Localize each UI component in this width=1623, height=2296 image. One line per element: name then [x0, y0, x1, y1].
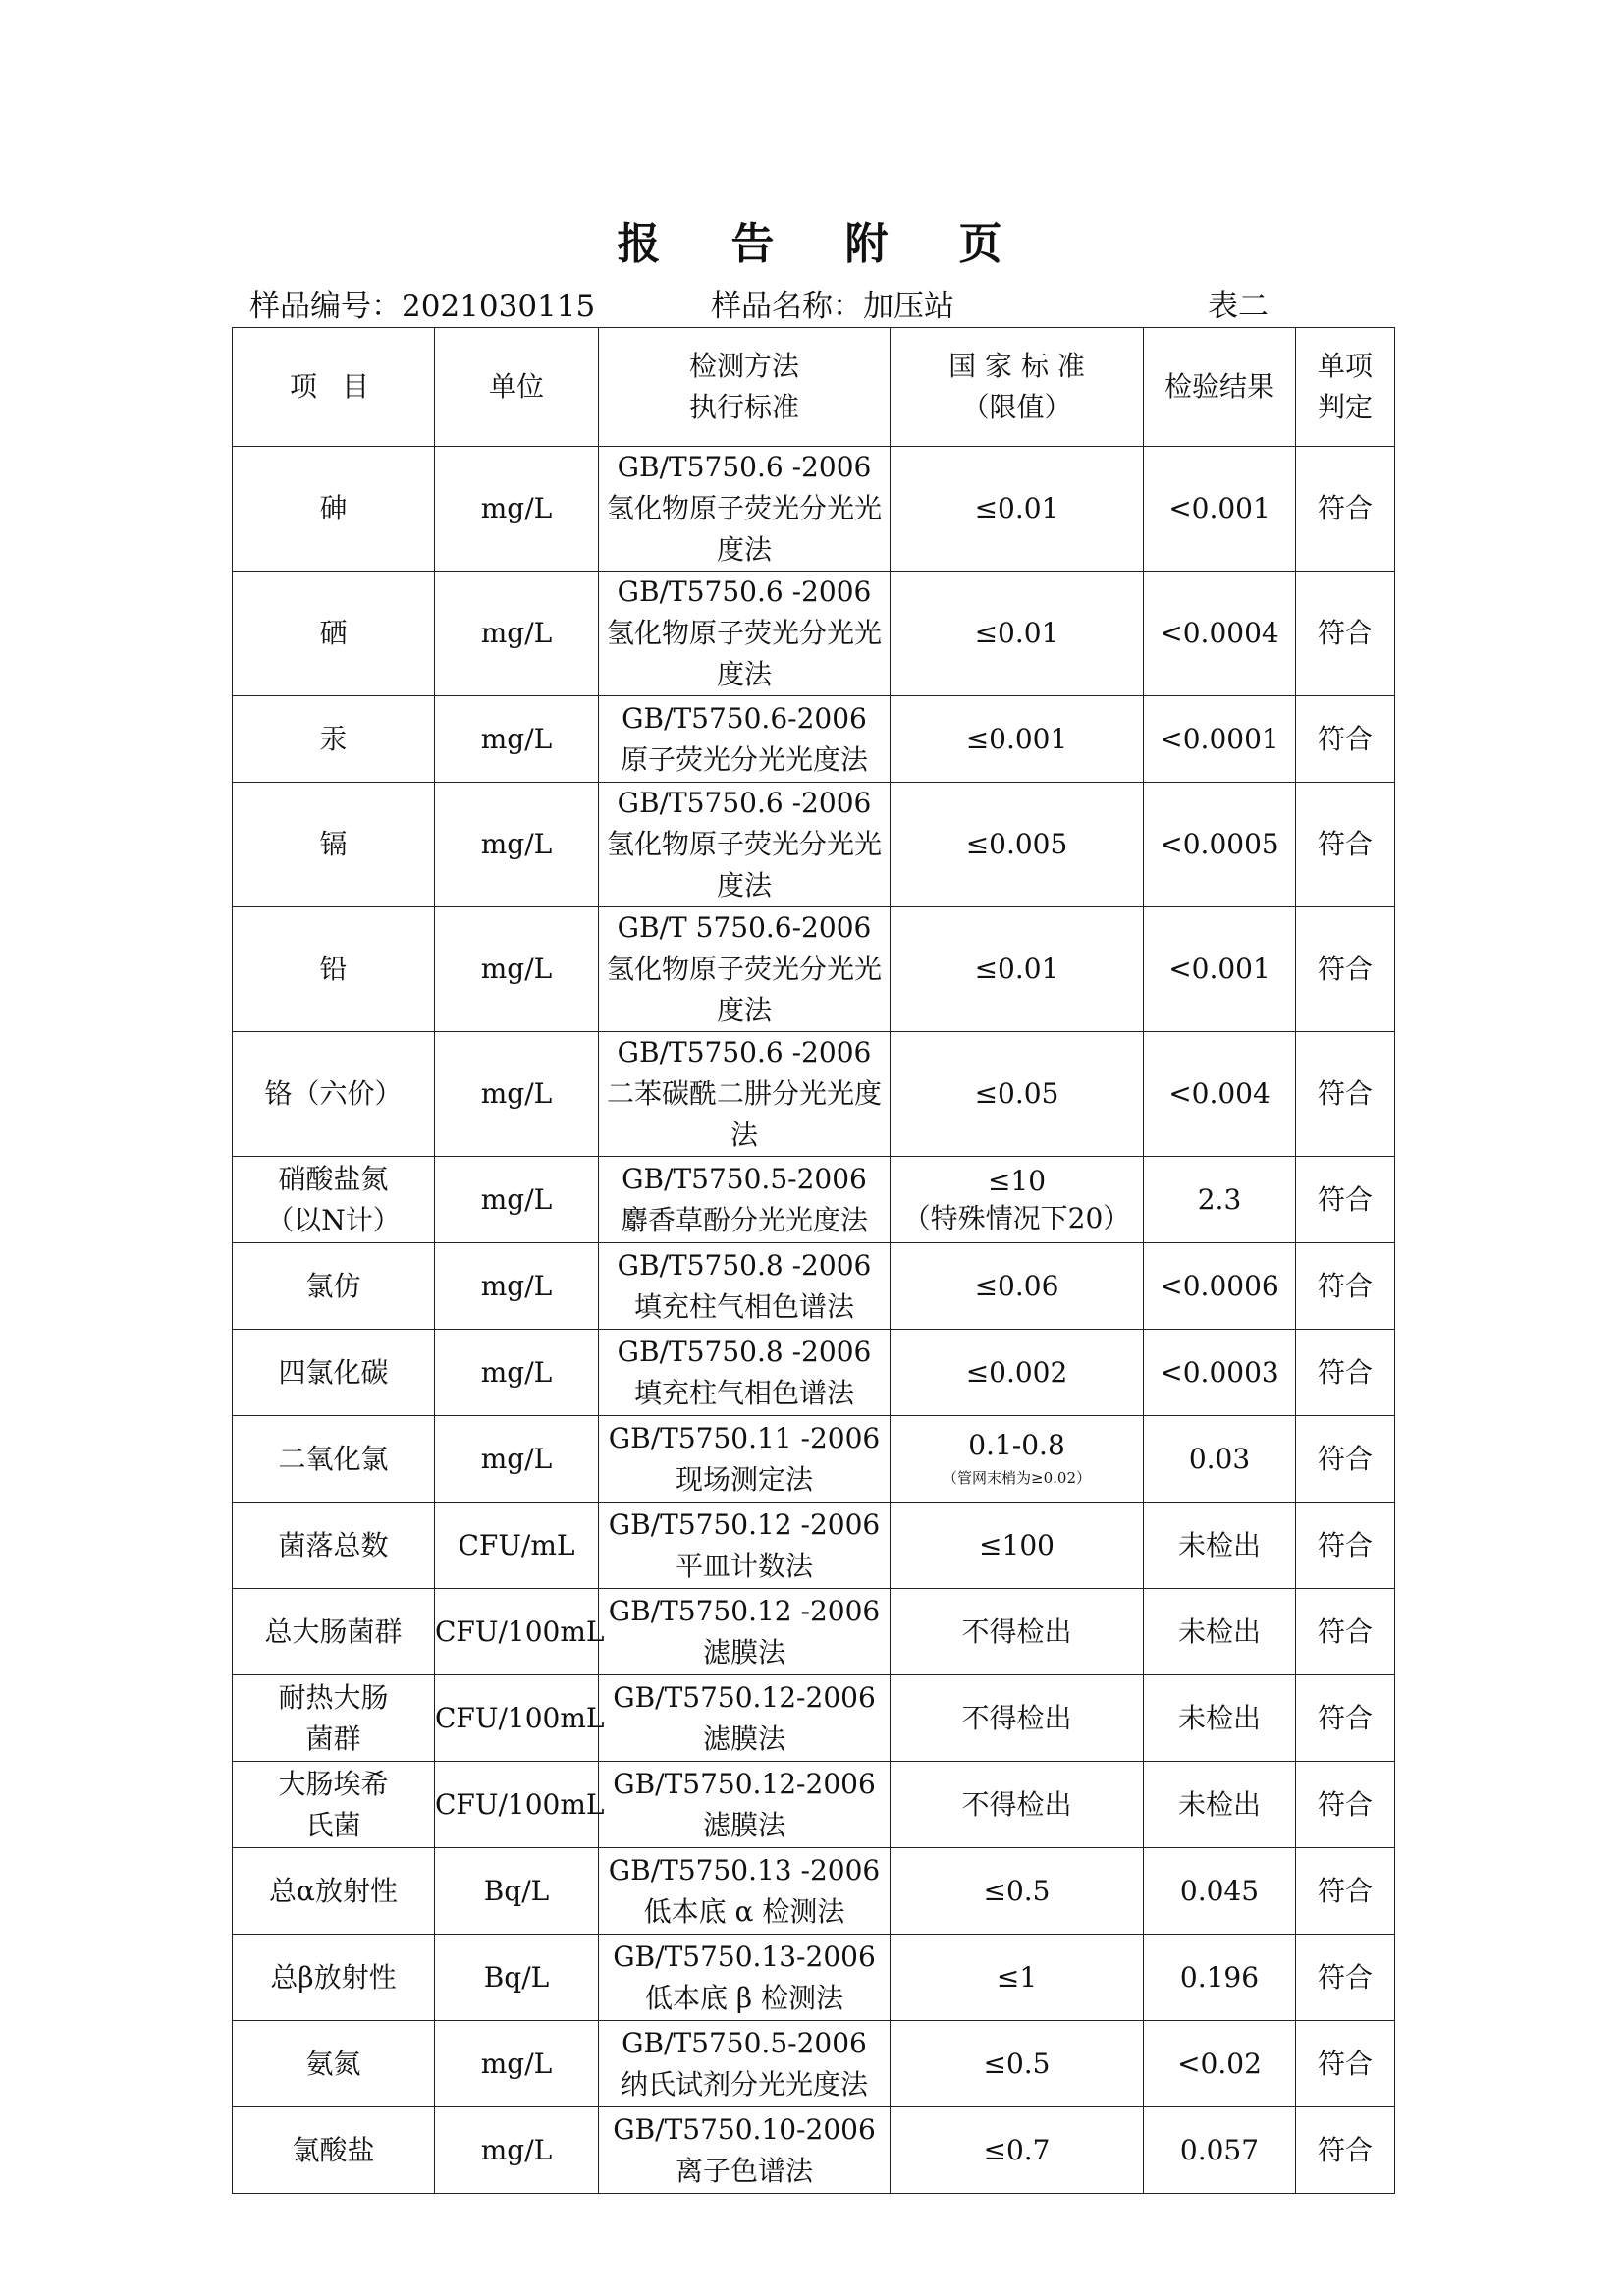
limit-value: 不得检出: [961, 1787, 1072, 1821]
judgement: 符合: [1317, 1528, 1373, 1561]
item-unit: Bq/L: [483, 1960, 550, 1994]
cell-unit: [435, 2107, 599, 2194]
item-name: 四氯化碳: [278, 1355, 389, 1389]
header-method: 检测方法 执行标准: [599, 328, 891, 447]
cell-method: [599, 1157, 891, 1243]
item-name: 汞: [319, 722, 348, 755]
method-name: 平皿计数法: [675, 1549, 813, 1582]
limit-note: （特殊情况下20）: [902, 1201, 1131, 1234]
cell-limit: [891, 1032, 1144, 1157]
item-unit: mg/L: [480, 617, 553, 649]
item-unit: mg/L: [480, 1442, 553, 1475]
cell-item: [233, 1330, 435, 1416]
sample-number: 样品编号：2021030115: [249, 289, 596, 324]
cell-judgement: [1296, 907, 1395, 1032]
cell-limit: [891, 783, 1144, 907]
item-unit: mg/L: [480, 2133, 553, 2166]
header-row: [233, 328, 1395, 447]
method-name: 离子色谱法: [675, 2154, 813, 2187]
limit-value: ≤0.7: [983, 2133, 1051, 2166]
cell-judgement: [1296, 447, 1395, 572]
item-unit: mg/L: [480, 1182, 553, 1216]
limit-value: ≤0.002: [965, 1355, 1068, 1389]
cell-judgement: [1296, 1848, 1395, 1935]
table-row: [233, 907, 1395, 1032]
cell-result: [1144, 572, 1296, 696]
method-name: 氢化物原子荧光分光光度法: [606, 828, 882, 902]
cell-result: [1144, 1032, 1296, 1157]
table-row: [233, 1157, 1395, 1243]
cell-result: [1144, 1848, 1296, 1935]
cell-judgement: [1296, 1032, 1395, 1157]
item-unit: mg/L: [480, 1269, 553, 1302]
method-name: 现场测定法: [675, 1462, 813, 1496]
test-result: <0.0003: [1160, 1355, 1279, 1389]
limit-value: ≤1: [996, 1960, 1038, 1994]
cell-result: [1144, 1503, 1296, 1589]
limit-value: ≤10: [987, 1164, 1047, 1197]
item-unit: mg/L: [480, 492, 553, 524]
test-result: 未检出: [1177, 1614, 1261, 1648]
cell-judgement: [1296, 2021, 1395, 2107]
judgement: 符合: [1317, 1960, 1373, 1994]
cell-unit: [435, 1762, 605, 1848]
item-unit: Bq/L: [483, 1874, 550, 1907]
test-result: 0.03: [1188, 1442, 1251, 1475]
cell-unit: [435, 696, 599, 783]
method-name: 填充柱气相色谱法: [633, 1289, 854, 1323]
header-item: 项 目: [233, 328, 435, 447]
cell-result: [1144, 783, 1296, 907]
method-name: 原子荧光分光光度法: [620, 742, 868, 776]
method-standard: GB/T5750.12-2006: [613, 1767, 876, 1800]
item-name: 硝酸盐氮 （以N计）: [266, 1162, 401, 1236]
cell-item: [233, 2107, 435, 2194]
cell-method: [599, 783, 891, 907]
table-row: [233, 2107, 1395, 2194]
cell-method: [599, 2021, 891, 2107]
cell-result: [1144, 1157, 1296, 1243]
item-name: 总大肠菌群: [264, 1614, 403, 1648]
cell-judgement: [1296, 1243, 1395, 1330]
cell-limit: [891, 696, 1144, 783]
item-name: 铅: [319, 953, 348, 985]
cell-judgement: [1296, 2107, 1395, 2194]
cell-result: [1144, 1416, 1296, 1503]
judgement: 符合: [1317, 492, 1373, 524]
test-result: <0.004: [1168, 1077, 1271, 1110]
cell-item: [233, 1762, 435, 1848]
judgement: 符合: [1317, 1874, 1373, 1907]
cell-method: [599, 572, 891, 696]
cell-judgement: [1296, 1935, 1395, 2021]
table-row: [233, 783, 1395, 907]
cell-unit: [435, 1848, 599, 1935]
table-row: [233, 447, 1395, 572]
item-unit: CFU/mL: [458, 1528, 575, 1561]
limit-value: ≤0.005: [965, 828, 1068, 860]
table-row: [233, 1243, 1395, 1330]
item-unit: mg/L: [480, 722, 553, 755]
cell-item: [233, 1848, 435, 1935]
cell-judgement: [1296, 572, 1395, 696]
cell-unit: [435, 1032, 599, 1157]
cell-result: [1144, 2107, 1296, 2194]
test-result: 0.196: [1179, 1960, 1260, 1994]
method-standard: GB/T 5750.6-2006: [617, 911, 872, 944]
cell-unit: [435, 1416, 599, 1503]
judgement: 符合: [1317, 2133, 1373, 2166]
item-name: 总β放射性: [270, 1960, 397, 1994]
cell-judgement: [1296, 1157, 1395, 1243]
test-result: <0.0004: [1160, 617, 1279, 649]
cell-method: [599, 1032, 891, 1157]
cell-item: [233, 1935, 435, 2021]
test-result: <0.001: [1168, 953, 1271, 985]
test-result: <0.0001: [1160, 722, 1279, 755]
method-standard: GB/T5750.6-2006: [622, 701, 867, 735]
method-standard: GB/T5750.6 -2006: [617, 1036, 872, 1068]
item-unit: mg/L: [480, 828, 553, 860]
limit-value: ≤0.05: [974, 1077, 1059, 1110]
judgement: 符合: [1317, 1614, 1373, 1648]
cell-item: [233, 1032, 435, 1157]
limit-value: 不得检出: [961, 1701, 1072, 1734]
cell-judgement: [1296, 1762, 1395, 1848]
judgement: 符合: [1317, 617, 1373, 649]
item-name: 二氧化氯: [278, 1442, 389, 1475]
cell-method: [599, 1589, 891, 1675]
limit-value: ≤0.5: [983, 2047, 1051, 2080]
item-unit: mg/L: [480, 1077, 553, 1110]
cell-method: [599, 2107, 891, 2194]
cell-limit: [891, 1416, 1144, 1503]
method-standard: GB/T5750.12-2006: [613, 1680, 876, 1714]
method-name: 纳氏试剂分光光度法: [620, 2067, 868, 2101]
header-limit: 国 家 标 准 （限值）: [891, 328, 1144, 447]
judgement: 符合: [1317, 1355, 1373, 1389]
method-name: 滤膜法: [702, 1635, 785, 1668]
item-unit: CFU/100mL: [435, 1701, 605, 1734]
cell-unit: [435, 1330, 599, 1416]
item-name: 氯酸盐: [292, 2133, 375, 2166]
limit-value: ≤0.001: [965, 722, 1068, 755]
cell-method: [599, 1503, 891, 1589]
limit-value: 不得检出: [961, 1614, 1072, 1648]
cell-item: [233, 1675, 435, 1762]
test-result: <0.0006: [1160, 1269, 1279, 1302]
cell-result: [1144, 2021, 1296, 2107]
table-row: [233, 572, 1395, 696]
test-result: <0.001: [1168, 492, 1271, 524]
title-char: 附: [844, 219, 893, 269]
cell-item: [233, 1503, 435, 1589]
title-char: 页: [958, 219, 1006, 269]
method-standard: GB/T5750.8 -2006: [617, 1248, 872, 1282]
cell-judgement: [1296, 1503, 1395, 1589]
cell-method: [599, 1848, 891, 1935]
table-row: [233, 1032, 1395, 1157]
method-standard: GB/T5750.8 -2006: [617, 1335, 872, 1368]
cell-method: [599, 1330, 891, 1416]
method-name: 填充柱气相色谱法: [633, 1376, 854, 1409]
method-standard: GB/T5750.5-2006: [622, 1162, 867, 1195]
cell-method: [599, 696, 891, 783]
test-result: 未检出: [1177, 1701, 1261, 1734]
cell-method: [599, 907, 891, 1032]
method-standard: GB/T5750.6 -2006: [617, 787, 872, 819]
cell-limit: [891, 1762, 1144, 1848]
cell-limit: [891, 1503, 1144, 1589]
cell-item: [233, 1589, 435, 1675]
cell-item: [233, 783, 435, 907]
method-name: 低本底 α 检测法: [643, 1894, 845, 1928]
judgement: 符合: [1317, 953, 1373, 985]
cell-limit: [891, 572, 1144, 696]
cell-limit: [891, 1157, 1144, 1243]
table-row: [233, 1675, 1395, 1762]
item-name: 大肠埃希 氏菌: [278, 1767, 389, 1841]
cell-item: [233, 696, 435, 783]
page-title: [0, 208, 1623, 271]
item-unit: CFU/100mL: [435, 1614, 605, 1648]
method-standard: GB/T5750.5-2006: [622, 2026, 867, 2059]
cell-judgement: [1296, 783, 1395, 907]
cell-method: [599, 1243, 891, 1330]
cell-judgement: [1296, 696, 1395, 783]
limit-value: 0.1-0.8: [968, 1428, 1065, 1461]
method-standard: GB/T5750.13 -2006: [608, 1853, 881, 1886]
cell-result: [1144, 1243, 1296, 1330]
limit-value: ≤0.01: [974, 953, 1059, 985]
cell-item: [233, 572, 435, 696]
test-result: <0.02: [1177, 2047, 1262, 2080]
report-table: [232, 327, 1395, 2194]
limit-value: ≤0.01: [974, 617, 1059, 649]
table-row: [233, 1503, 1395, 1589]
test-result: 0.045: [1179, 1874, 1260, 1907]
table-row: [233, 1330, 1395, 1416]
cell-unit: [435, 1589, 605, 1675]
cell-item: [233, 1416, 435, 1503]
cell-result: [1144, 1675, 1296, 1762]
item-name: 菌落总数: [278, 1528, 389, 1561]
method-name: 氢化物原子荧光分光光度法: [606, 617, 882, 690]
cell-result: [1144, 907, 1296, 1032]
test-result: 0.057: [1179, 2133, 1260, 2166]
cell-result: [1144, 1762, 1296, 1848]
item-name: 硒: [319, 617, 348, 649]
item-name: 氨氮: [305, 2047, 361, 2080]
cell-judgement: [1296, 1589, 1395, 1675]
table-row: [233, 1848, 1395, 1935]
judgement: 符合: [1317, 1442, 1373, 1475]
header-result: 检验结果: [1144, 328, 1296, 447]
title-char: 报: [617, 219, 665, 269]
sample-name: 样品名称：加压站: [711, 289, 954, 324]
item-name: 总α放射性: [269, 1874, 398, 1907]
judgement: 符合: [1317, 1701, 1373, 1734]
cell-result: [1144, 1935, 1296, 2021]
cell-limit: [891, 447, 1144, 572]
cell-unit: [435, 447, 599, 572]
method-standard: GB/T5750.12 -2006: [608, 1594, 881, 1627]
item-unit: mg/L: [480, 953, 553, 985]
method-standard: GB/T5750.11 -2006: [608, 1421, 881, 1454]
item-unit: mg/L: [480, 1355, 553, 1389]
method-name: 氢化物原子荧光分光光度法: [606, 953, 882, 1026]
cell-method: [599, 1935, 891, 2021]
cell-item: [233, 2021, 435, 2107]
limit-value: ≤0.06: [974, 1269, 1059, 1302]
cell-unit: [435, 1503, 599, 1589]
cell-limit: [891, 1848, 1144, 1935]
cell-method: [599, 447, 891, 572]
table-number: 表二: [1208, 289, 1269, 324]
cell-unit: [435, 1157, 599, 1243]
cell-limit: [891, 1589, 1144, 1675]
cell-method: [599, 1675, 891, 1762]
header-judgement: 单项 判定: [1296, 328, 1395, 447]
table-row: [233, 2021, 1395, 2107]
judgement: 符合: [1317, 828, 1373, 860]
cell-item: [233, 1157, 435, 1243]
judgement: 符合: [1317, 1269, 1373, 1302]
report-body: [233, 447, 1395, 2194]
table-row: [233, 1416, 1395, 1503]
cell-result: [1144, 696, 1296, 783]
cell-method: [599, 1416, 891, 1503]
item-name: 砷: [319, 492, 348, 524]
cell-limit: [891, 1330, 1144, 1416]
method-name: 滤膜法: [702, 1722, 785, 1755]
cell-unit: [435, 907, 599, 1032]
limit-value: ≤0.01: [974, 492, 1059, 524]
item-unit: CFU/100mL: [435, 1787, 605, 1821]
cell-unit: [435, 783, 599, 907]
cell-result: [1144, 1589, 1296, 1675]
judgement: 符合: [1317, 1077, 1373, 1110]
method-standard: GB/T5750.6 -2006: [617, 575, 872, 608]
cell-limit: [891, 2021, 1144, 2107]
cell-unit: [435, 1243, 599, 1330]
cell-item: [233, 447, 435, 572]
item-unit: mg/L: [480, 2047, 553, 2080]
method-name: 二苯碳酰二肼分光光度法: [606, 1077, 882, 1151]
cell-unit: [435, 1675, 605, 1762]
method-standard: GB/T5750.12 -2006: [608, 1507, 881, 1541]
cell-result: [1144, 1330, 1296, 1416]
limit-value: ≤0.5: [983, 1874, 1051, 1907]
table-row: [233, 1589, 1395, 1675]
test-result: <0.0005: [1160, 828, 1279, 860]
method-standard: GB/T5750.13-2006: [613, 1940, 876, 1973]
judgement: 符合: [1317, 722, 1373, 755]
item-name: 铬（六价）: [264, 1077, 403, 1110]
cell-judgement: [1296, 1416, 1395, 1503]
item-name: 镉: [319, 828, 348, 860]
method-name: 麝香草酚分光光度法: [620, 1203, 868, 1236]
judgement: 符合: [1317, 1182, 1373, 1216]
cell-limit: [891, 2107, 1144, 2194]
item-name: 氯仿: [305, 1269, 361, 1302]
limit-value: ≤100: [979, 1528, 1055, 1561]
title-char: 告: [730, 219, 779, 269]
cell-limit: [891, 1675, 1144, 1762]
method-name: 滤膜法: [702, 1808, 785, 1841]
method-standard: GB/T5750.6 -2006: [617, 451, 872, 483]
test-result: 未检出: [1177, 1528, 1261, 1561]
table-row: [233, 1762, 1395, 1848]
judgement: 符合: [1317, 1787, 1373, 1821]
test-result: 未检出: [1177, 1787, 1261, 1821]
cell-unit: [435, 572, 599, 696]
cell-judgement: [1296, 1330, 1395, 1416]
cell-limit: [891, 907, 1144, 1032]
judgement: 符合: [1317, 2047, 1373, 2080]
cell-unit: [435, 1935, 599, 2021]
header-unit: 单位: [435, 328, 599, 447]
cell-limit: [891, 1935, 1144, 2021]
method-name: 氢化物原子荧光分光光度法: [606, 492, 882, 566]
item-name: 耐热大肠 菌群: [278, 1680, 389, 1755]
cell-unit: [435, 2021, 599, 2107]
method-standard: GB/T5750.10-2006: [613, 2112, 876, 2146]
cell-result: [1144, 447, 1296, 572]
limit-note: （管网末梢为≥0.02）: [943, 1468, 1091, 1487]
method-name: 低本底 β 检测法: [645, 1981, 843, 2014]
table-row: [233, 1935, 1395, 2021]
cell-item: [233, 907, 435, 1032]
cell-limit: [891, 1243, 1144, 1330]
cell-method: [599, 1762, 891, 1848]
cell-item: [233, 1243, 435, 1330]
test-result: 2.3: [1197, 1182, 1242, 1216]
cell-judgement: [1296, 1675, 1395, 1762]
table-row: [233, 696, 1395, 783]
